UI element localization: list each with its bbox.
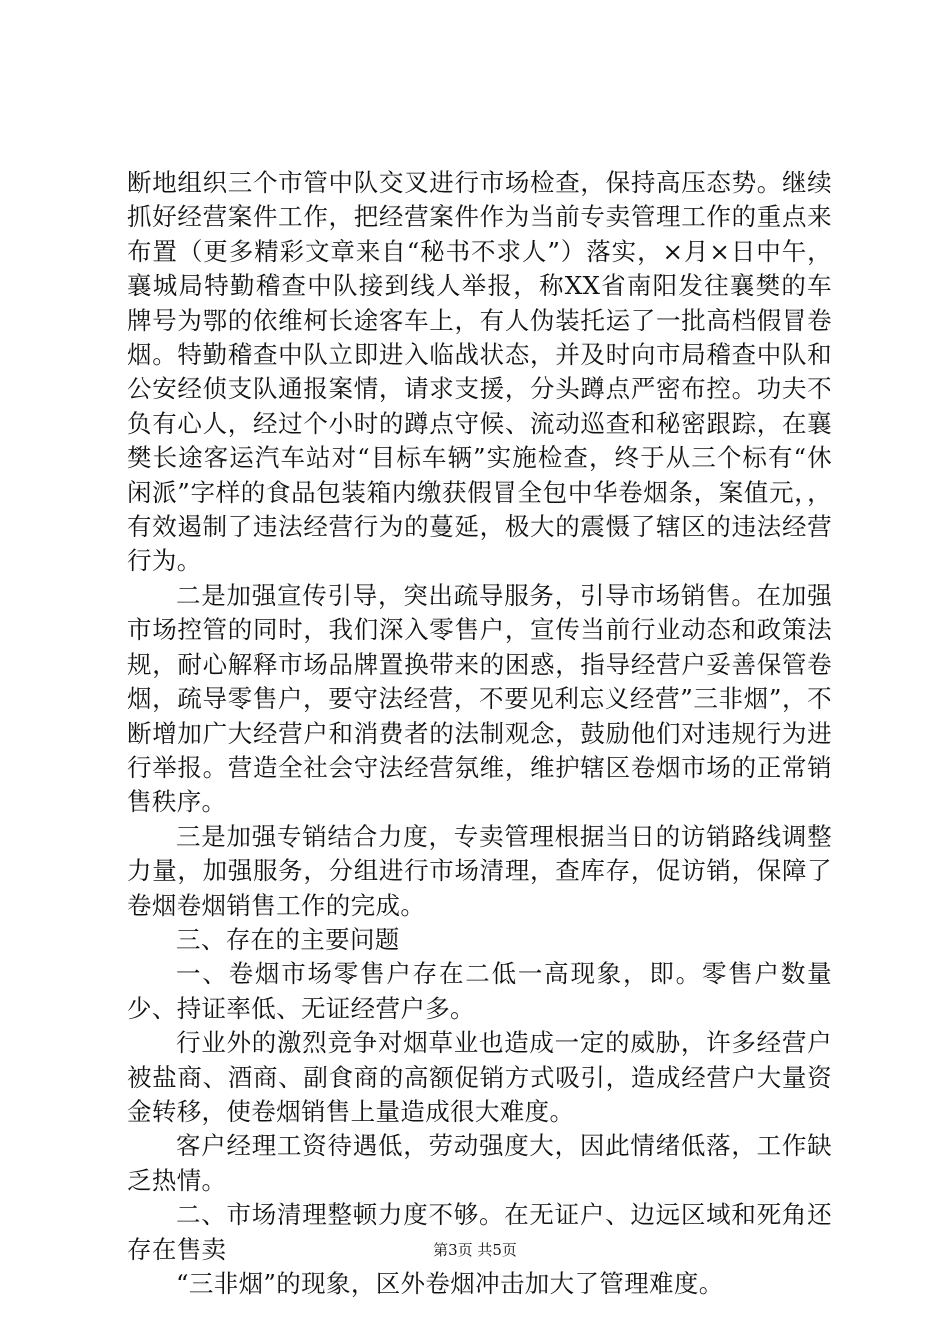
- document-body: [127, 166, 832, 1301]
- paragraph-retailer-problem: 一、卷烟市场零售户存在二低一高现象，即。零售户数量少、持证率低、无证经营户多。: [127, 959, 832, 1023]
- section-heading-main-problems: 三、存在的主要问题: [176, 924, 400, 954]
- paragraph-market-cleanup: 二、市场清理整顿力度不够。在无证户、边远区域和死角还存在售卖: [127, 1200, 832, 1264]
- page-footer: 第3页 共5页: [433, 1241, 517, 1259]
- paragraph-external-competition: 行业外的激烈竞争对烟草业也造成一定的威胁，许多经营户被盐商、酒商、副食商的高额促销方式吸引，造成经营户大量资金转移，使卷烟销售上量造成很大难度。: [127, 1028, 832, 1126]
- paragraph-market-inspection: 断地组织三个市管中队交叉进行市场检查，保持高压态势。继续抓好经营案件工作，把经营案件作为当前专卖管理工作的重点来布置（更多精彩文章来自“秘书不求人”）落实，×月×日中午，襄城局特勤稽查中队接到线人举报，称XX省南阳发往襄樊的车牌号为鄂的依维柯长途客车上，有人伪装托运了一批高档假冒卷烟。特勤稽查中队立即进入临战状态，并及时向市局稽查中队和公安经侦支队通报案情，请求支援，分头蹲点严密布控。功夫不负有心人，经过个小时的蹲点守候、流动巡查和秘密跟踪，在襄樊长途客运汽车站对“目标车辆”实施检查，终于从三个标有“休闲派”字样的食品包装箱内缴获假冒全包中华卷烟条，案值元，，有效遏制了违法经营行为的蔓延，极大的震慑了辖区的违法经营行为。: [127, 168, 832, 576]
- paragraph-publicity-guidance: 二是加强宣传引导，突出疏导服务，引导市场销售。在加强市场控管的同时，我们深入零售户，宣传当前行业动态和政策法规，耐心解释市场品牌置换带来的困惑，指导经营户妥善保管卷烟，疏导零售户，要守法经营，不要见利忘义经营”三非烟”，不断增加广大经营户和消费者的法制观念，鼓励他们对违规行为进行举报。营造全社会守法经营氛维，维护辖区卷烟市场的正常销售秩序。: [127, 580, 832, 817]
- paragraph-manager-wages: 客户经理工资待遇低，劳动强度大，因此情绪低落，工作缺乏热情。: [127, 1131, 832, 1195]
- paragraph-illegal-cigarettes: “三非烟”的现象，区外卷烟冲击加大了管理难度。: [176, 1269, 724, 1298]
- paragraph-sales-coordination: 三是加强专销结合力度，专卖管理根据当日的访销路线调整力量，加强服务，分组进行市场清理，查库存，促访销，保障了卷烟卷烟销售工作的完成。: [127, 821, 832, 920]
